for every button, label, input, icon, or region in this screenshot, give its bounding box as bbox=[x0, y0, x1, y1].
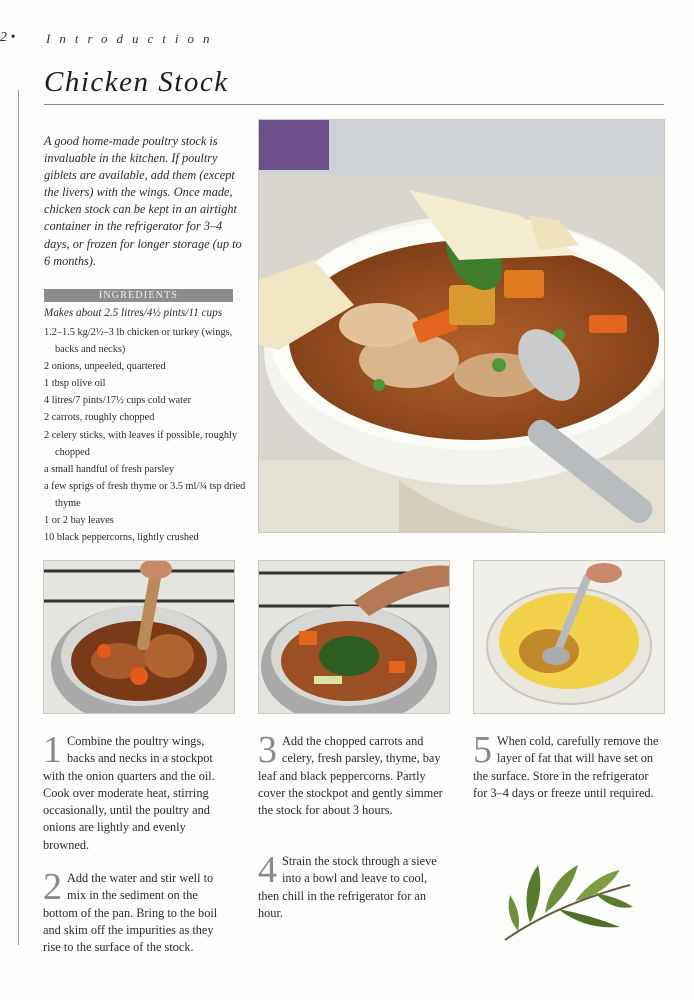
step-number: 3 bbox=[258, 729, 277, 771]
ingredient-item: a small handful of fresh parsley bbox=[44, 463, 175, 475]
step-text: Combine the poultry wings, backs and necks in a stockpot with the onion quarters and the oil. Cook over moderate heat, stirring occasionally, until the poultry and onions are lightly and evenly browned. bbox=[43, 734, 215, 852]
step-number: 2 bbox=[43, 866, 62, 908]
step-number: 4 bbox=[258, 849, 277, 891]
title-rule bbox=[44, 104, 664, 105]
step-1 bbox=[43, 729, 233, 854]
ingredients-yield: Makes about 2.5 litres/4½ pints/11 cups bbox=[44, 307, 223, 319]
step-3 bbox=[258, 729, 448, 819]
step-1-photo bbox=[43, 560, 235, 714]
ingredient-item: 1.2–1.5 kg/2½–3 lb chicken or turkey (wings, backs and necks) bbox=[44, 327, 233, 356]
ingredient-item: 2 celery sticks, with leaves if possible, roughly chopped bbox=[44, 429, 238, 458]
ingredients-list bbox=[44, 324, 249, 546]
main-photo bbox=[258, 119, 665, 533]
ingredient-item: 1 or 2 bay leaves bbox=[44, 515, 114, 527]
page-number: 2 • bbox=[0, 30, 16, 45]
step-4 bbox=[258, 849, 448, 922]
ingredient-item: 4 litres/7 pints/17½ cups cold water bbox=[44, 395, 191, 407]
ingredient-item: a few sprigs of fresh thyme or 3.5 ml/¾ tsp dried thyme bbox=[44, 480, 246, 509]
section-heading: Introduction bbox=[46, 31, 219, 46]
step-5-photo bbox=[473, 560, 665, 714]
page-title: Chicken Stock bbox=[44, 66, 229, 98]
step-number: 1 bbox=[43, 729, 62, 771]
ingredient-item: 1 tbsp olive oil bbox=[44, 378, 106, 390]
step-number: 5 bbox=[473, 729, 492, 771]
margin-rule bbox=[18, 90, 19, 945]
step-5 bbox=[473, 729, 663, 802]
step-text: Add the chopped carrots and celery, fresh parsley, thyme, bay leaf and black peppercorns. Partly cover the stockpot and gently simmer the stock for about 3 hours. bbox=[258, 734, 443, 818]
ingredient-item: 10 black peppercorns, lightly crushed bbox=[44, 532, 199, 544]
ingredients-heading: INGREDIENTS bbox=[44, 289, 233, 302]
bay-leaf-illustration bbox=[500, 835, 635, 945]
step-3-photo bbox=[258, 560, 450, 714]
ingredient-item: 2 carrots, roughly chopped bbox=[44, 412, 155, 424]
ingredient-item: 2 onions, unpeeled, quartered bbox=[44, 361, 166, 373]
step-text: When cold, carefully remove the layer of fat that will have set on the surface. Store in the refrigerator for 3–4 days or freeze until required. bbox=[473, 734, 659, 800]
step-text: Strain the stock through a sieve into a bowl and leave to cool, then chill in the refrigerator for an hour. bbox=[258, 854, 437, 920]
step-2 bbox=[43, 866, 233, 956]
step-text: Add the water and stir well to mix in the sediment on the bottom of the pan. Bring to the boil and skim off the impurities as they rise to the surface of the stock. bbox=[43, 871, 218, 955]
intro-text: A good home-made poultry stock is invaluable in the kitchen. If poultry giblets are available, add them (except the livers) with the wings. Once made, chicken stock can be kept in an airtight container in the refrigerator for 3–4 days, or frozen for longer storage (up to 6 months). bbox=[44, 134, 242, 268]
